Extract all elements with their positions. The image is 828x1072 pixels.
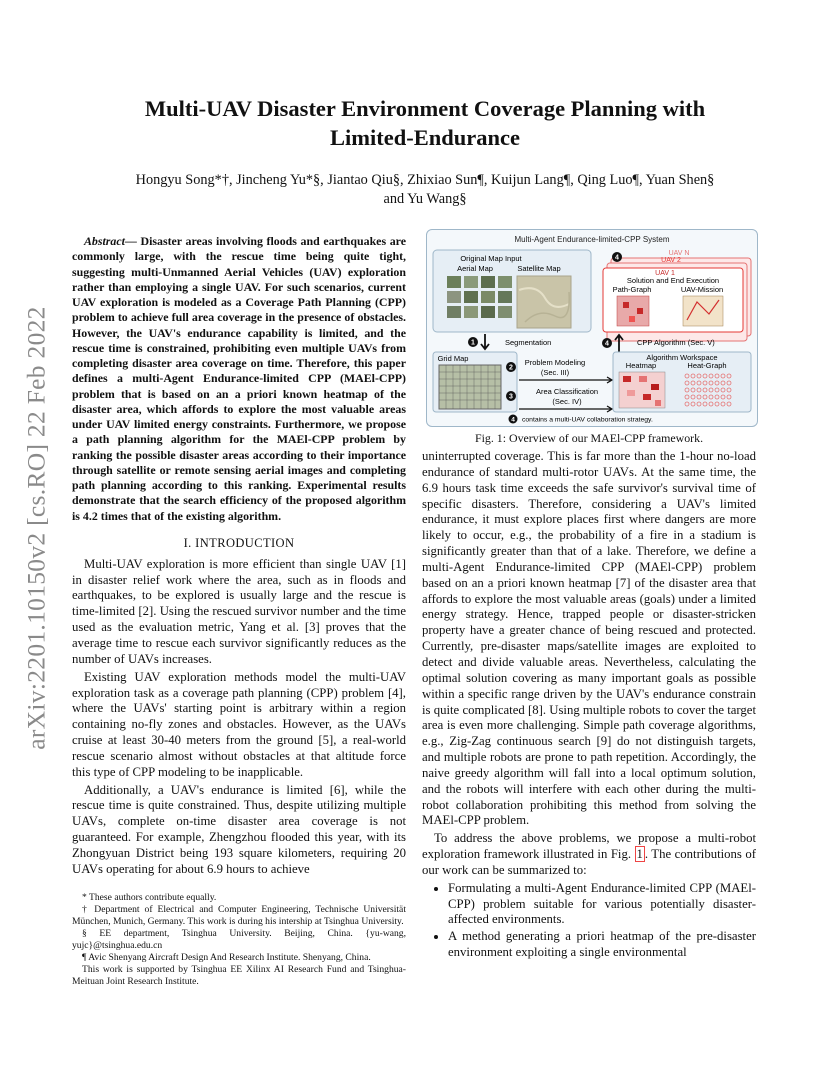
satellite-map-image — [517, 276, 571, 328]
fig-cpp-algorithm: CPP Algorithm (Sec. V) — [637, 338, 715, 347]
heatmap-image — [619, 372, 665, 408]
figure-caption: Fig. 1: Overview of our MAEl-CPP framework. — [474, 431, 704, 445]
fig-satellite-map-label: Satellite Map — [517, 264, 561, 273]
contributions-list — [422, 881, 756, 961]
fig-sec-4: (Sec. IV) — [552, 397, 582, 406]
grid-map-image — [439, 365, 501, 409]
fig-step-4b: 4 — [511, 416, 515, 424]
intro-paragraph-1: Multi-UAV exploration is more efficient than single UAV [1] in disaster relief work where the area, such as in floods and earthquakes, to be explored is usually large and the rescue is time-limited [2]. Using the rescued survivor number and the time used as the evaluation metric, Yang et al. [3] proves that the average time to rescue each survivor significantly reduces as the number of UAVs increases. — [72, 556, 406, 666]
fig-footer-note: contains a multi-UAV collaboration strategy. — [522, 416, 653, 424]
fig-sec-3: (Sec. III) — [540, 368, 570, 377]
footnote-equal-contribution: * These authors contribute equally. — [82, 891, 217, 903]
fig-uav-mission: UAV-Mission — [680, 285, 724, 294]
footnote-tum: † Department of Electrical and Computer Engineering, Technische Universität München, Munich, Germany. This work is during his intership at Tsinghua University. — [72, 903, 406, 927]
fig-step-4-top: 4 — [615, 254, 619, 262]
authors-line-1: Hongyu Song*†, Jincheng Yu*§, Jiantao Qiu§, Zhixiao Sun¶, Kuijun Lang¶, Qing Luo¶, Yuan Shen§ — [135, 172, 715, 188]
fig-segmentation-label: Segmentation — [505, 338, 552, 347]
figure-1-overview — [426, 229, 758, 427]
abstract-text: Disaster areas involving floods and earthquakes are commonly large, with the rescue time being quite tight, suggesting multi-Unmanned Aerial Vehicles (UAV) exploration rather than employing a single UAV. For such scenarios, current UAV exploration is modeled as a Coverage Path Planning (CPP) problem to achieve full area coverage in the presence of obstacles. However, the UAV's endurance capability is limited, and the rescue time is constrained, prohibiting even multiple UAVs from completing disaster area coverage on time. Therefore, this paper defines a multi-Agent Endurance-limited CPP (MAEl-CPP) problem that is based on an a priori known heatmap of the disaster area, which affords to explore the most valuable areas under UAV limited energy constraints. Furthermore, we propose a path planning algorithm for the MAEl-CPP problem by ranking the possible disaster areas according to their importance through satellite or remote sensing aerial images and completing path planning according to this ranking. Experimental results demonstrate that the search efficiency of the proposed algorithm is 4.2 times that of the existing algorithm. — [72, 234, 406, 523]
fig-area-classification: Area Classification — [535, 387, 599, 396]
fig-aerial-map-label: Aerial Map — [457, 264, 493, 273]
fig-solution-title: Solution and End Execution — [626, 276, 720, 285]
authors-line-2: and Yu Wang§ — [383, 191, 467, 207]
footnote-funding: This work is supported by Tsinghua EE Xilinx AI Research Fund and Tsinghua-Meituan Joint Research Institute. — [72, 963, 406, 987]
footnote-avic: ¶ Avic Shenyang Aircraft Design And Research Institute. Shenyang, China. — [82, 951, 371, 963]
uav-mission-map — [683, 296, 723, 326]
fig-original-map-input: Original Map Input — [460, 254, 522, 263]
right-column — [422, 449, 756, 962]
intro-paragraph-contributions — [422, 831, 756, 879]
contributions-text-before: To address the above problems, we propose a multi-robot exploration framework illustrated in Fig. — [422, 831, 756, 862]
fig-step-2: 2 — [509, 364, 513, 372]
framework-diagram — [427, 230, 757, 426]
arxiv-stamp — [20, 288, 54, 768]
fig-heat-graph-label: Heat-Graph — [687, 361, 727, 370]
title-line-1: Multi-UAV Disaster Environment Coverage Planning with — [144, 96, 706, 121]
left-column — [72, 234, 406, 988]
fig-problem-modeling: Problem Modeling — [524, 358, 586, 367]
author-list — [80, 171, 770, 209]
path-graph-cells — [617, 296, 649, 326]
fig-1-reference-link[interactable]: 1 — [636, 847, 643, 862]
section-heading-introduction: I. INTRODUCTION — [183, 535, 295, 550]
fig-step-4a: 4 — [605, 340, 609, 348]
intro-paragraph-2: Existing UAV exploration methods model the multi-UAV exploration task as a coverage path planning (CPP) problem [4], where the UAVs' starting point is arbitrary within a region containing no-fly zones and obstacles. However, as the UAVs cruise at least 30-40 meters from the ground [5], a real-world rescue scenario almost without obstacles at that altitude force this type of CPP modeling to be inapplicable. — [72, 669, 406, 779]
footnote-tsinghua: § EE department, Tsinghua University. Beijing, China. {yu-wang, yujc}@tsinghua.edu.cn — [72, 927, 406, 951]
fig-uav-1: UAV 1 — [655, 270, 675, 277]
abstract — [72, 234, 406, 524]
contributions-text-after: . The contributions of our work can be summarized to: — [422, 847, 756, 877]
fig-heatmap-label: Heatmap — [625, 361, 657, 370]
contribution-item: • A method generating a priori heatmap of the pre-disaster environment exploiting a single environmental — [448, 929, 756, 961]
fig-path-graph: Path-Graph — [612, 285, 652, 294]
arxiv-stamp-text: arXiv:2201.10150v2 [cs.RO] 22 Feb 2022 — [22, 306, 52, 750]
abstract-label: Abstract— — [84, 234, 137, 248]
fig-system-title: Multi-Agent Endurance-limited-CPP System — [514, 235, 670, 244]
footnotes — [72, 886, 406, 988]
fig-algorithm-workspace: Algorithm Workspace — [646, 353, 718, 362]
paper-title — [80, 94, 770, 152]
fig-grid-map-label: Grid Map — [437, 354, 469, 363]
fig-uav-n: UAV N — [668, 250, 690, 257]
title-line-2: Limited-Endurance — [329, 125, 520, 150]
fig-step-1: 1 — [471, 339, 475, 347]
intro-paragraph-3: Additionally, a UAV's endurance is limited [6], while the rescue time is quite constrained. Thus, despite utilizing multiple UAVs, complete on-time disaster area coverage is not guaranteed. For example, Zhengzhou flooded this year, with its Zhongyuan District being 193 square kilometers, requiring 20 UAVs operating for about 6.9 hours to achieve — [72, 782, 406, 876]
contribution-item: • Formulating a multi-Agent Endurance-limited CPP (MAEl-CPP) problem suitable for various potentially disaster-affected environments. — [448, 881, 756, 929]
intro-paragraph-continued: uninterrupted coverage. This is far more than the 1-hour no-load endurance of standard multi-rotor UAVs. At the same time, the 6.9 hours task time exceeds the safe survivor's survival time of specific disasters. Therefore, considering a UAV's limited endurance, it must explore places first where dangers are more likely to occur, e.g., the probability of a fire in a stadium is significantly greater than that of a lake. Therefore, we define a multi-Agent Endurance-limited CPP (MAEl-CPP) problem based on an a priori known heatmap [7] of the disaster area that affords to explore the most valuable areas (goals) under a limited energy strategy. Hence, trapped people or disaster-stricken property have a greater chance of being rescued and protected. Currently, pre-disaster maps/satellite images are exploited to detect and divide valuable areas. Nevertheless, calculating the optimal solution covering as many important goals as possible within a specific range driven by the UAV's endurance constrain is quite complicated [8]. Using multiple robots to cover the target area is even more challenging. Simple path coverage algorithms, e.g., Zig-Zag continuous search [9] do not distinguish targets, and multiple robots are prone to path repetition. Accordingly, the naive greedy algorithm will fall into a local optimum solution, and the robots will interfere with each other during the multi-robot collaboration prohibiting this method from solving the MAEl-CPP problem. — [422, 449, 756, 828]
fig-uav-2: UAV 2 — [661, 257, 681, 264]
fig-step-3: 3 — [509, 393, 513, 401]
